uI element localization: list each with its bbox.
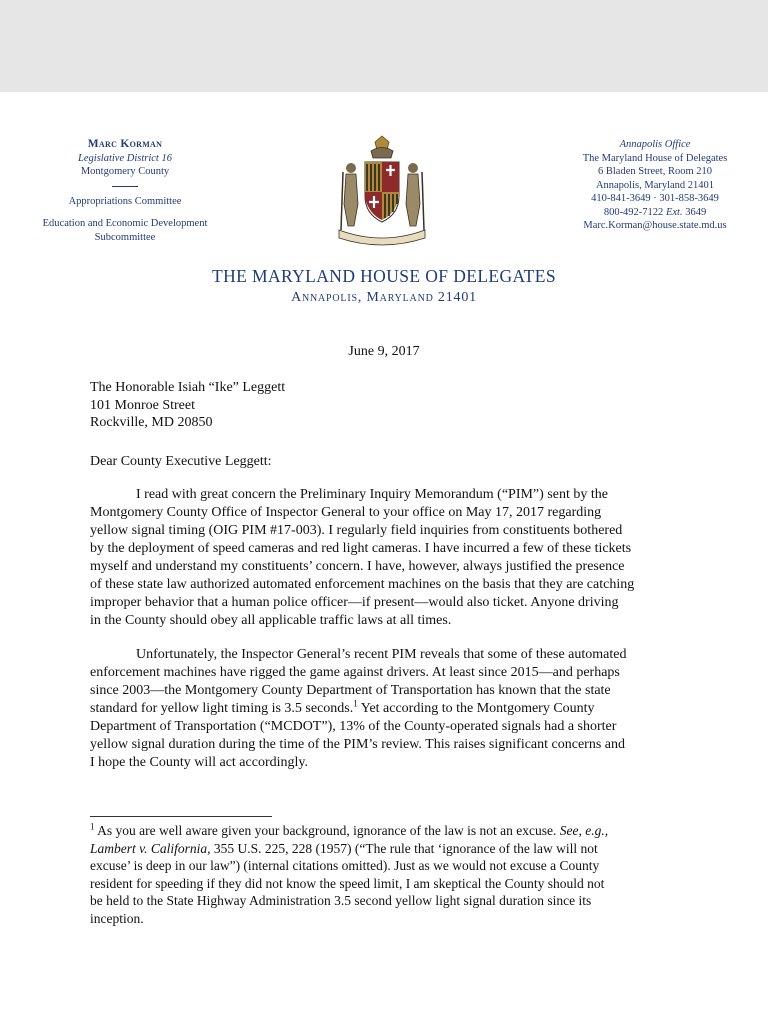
paragraph-text: Yet according to the Montgomery County bbox=[357, 701, 595, 716]
paragraph-line: in the County should obey all applicable traffic laws at all times. bbox=[90, 613, 452, 628]
paragraph-line: I read with great concern the Preliminary Inquiry Memorandum (“PIM”) sent by the bbox=[136, 487, 608, 502]
delegate-info bbox=[40, 138, 210, 244]
paragraph-line-with-footnote-ref bbox=[90, 700, 690, 718]
letterhead-title: THE MARYLAND HOUSE OF DELEGATES bbox=[212, 266, 556, 286]
paragraph-1 bbox=[90, 486, 690, 630]
paragraph-2 bbox=[90, 646, 690, 772]
subcommittee-line2: Subcommittee bbox=[94, 231, 156, 243]
footnote-number: 1 bbox=[90, 821, 95, 832]
paragraph-line: Unfortunately, the Inspector General’s recent PIM reveals that some of these automated bbox=[136, 647, 627, 662]
office-city: Annapolis, Maryland 21401 bbox=[595, 179, 715, 191]
footnote-ref: 1 bbox=[353, 698, 358, 709]
subcommittee-line1: Education and Economic Development bbox=[42, 218, 208, 229]
paragraph-line: enforcement machines have rigged the game against drivers. At least since 2015—and perhaps bbox=[90, 665, 620, 680]
footnote-citation: See, e.g., bbox=[559, 823, 609, 838]
office-label: Annapolis Office bbox=[619, 139, 691, 150]
top-scan-band bbox=[0, 0, 768, 92]
letterhead bbox=[0, 92, 768, 318]
footnote-line bbox=[90, 822, 690, 840]
office-email: Marc.Korman@house.state.md.us bbox=[583, 220, 727, 231]
office-tollfree: 800-492-7122 bbox=[603, 206, 664, 218]
paragraph-line: I hope the County will act accordingly. bbox=[90, 755, 308, 770]
office-info bbox=[560, 138, 750, 233]
delegate-county: Montgomery County bbox=[80, 166, 170, 177]
footnote-line: inception. bbox=[90, 910, 144, 926]
office-street: 6 Bladen Street, Room 210 bbox=[597, 166, 713, 177]
recipient-address bbox=[90, 379, 285, 432]
recipient-city: Rockville, MD 20850 bbox=[90, 415, 213, 430]
footnote-case-name: Lambert v. California, bbox=[90, 840, 211, 856]
footnote-line: excuse’ is deep in our law”) (internal citations omitted). Just as we would not excuse a County bbox=[90, 858, 600, 873]
paragraph-line: myself and understand my constituents’ concern. I have, however, always justified the presence bbox=[90, 559, 625, 574]
recipient-street: 101 Monroe Street bbox=[90, 397, 195, 413]
salutation: Dear County Executive Leggett: bbox=[90, 454, 272, 469]
office-phones: 410-841-3649 · 301-858-3649 bbox=[591, 193, 719, 204]
footnote-line: be held to the State Highway Administration 3.5 second yellow light signal duration since its bbox=[90, 893, 592, 908]
recipient-name: The Honorable Isiah “Ike” Leggett bbox=[90, 380, 286, 395]
divider bbox=[112, 186, 138, 187]
paragraph-line: Montgomery County Office of Inspector General to your office on May 17, 2017 regarding bbox=[90, 505, 602, 520]
paragraph-text: standard for yellow light timing is 3.5 seconds. bbox=[90, 701, 354, 716]
footnote-line: resident for speeding if they did not know the speed limit, I am skeptical the County should not bbox=[90, 875, 605, 891]
footnote-text: 355 U.S. 225, 228 (1957) (“The rule that ‘ignorance of the law will not bbox=[210, 840, 598, 856]
footnote-divider bbox=[90, 816, 272, 817]
paragraph-line: since 2003—the Montgomery County Department of Transportation has known that the state bbox=[90, 683, 611, 698]
paragraph-line: improper behavior that a human police officer—if present—would also ticket. Anyone driving bbox=[90, 595, 619, 610]
office-org: The Maryland House of Delegates bbox=[582, 152, 728, 164]
maryland-seal-icon bbox=[331, 134, 433, 252]
paragraph-line: Department of Transportation (“MCDOT”), 13% of the County-operated signals had a shorter bbox=[90, 719, 617, 734]
letter-date: June 9, 2017 bbox=[348, 344, 420, 359]
delegate-district: Legislative District 16 bbox=[78, 152, 172, 164]
footnote-text: As you are well aware given your background, ignorance of the law is not an excuse. bbox=[94, 823, 560, 838]
paragraph-line: by the deployment of speed cameras and red light cameras. I have incurred a few of these tickets bbox=[90, 541, 632, 556]
office-tollfree-line bbox=[560, 206, 750, 220]
office-ext: 3649 bbox=[685, 206, 707, 218]
footnote-line bbox=[90, 840, 690, 858]
footnote bbox=[90, 822, 690, 927]
delegate-name: Marc Korman bbox=[87, 138, 163, 150]
paragraph-line: yellow signal duration during the time of the PIM’s review. This raises significant concerns and bbox=[90, 737, 625, 752]
paragraph-line: yellow signal timing (OIG PIM #17-003). I regularly field inquiries from constituents bothered bbox=[90, 523, 623, 538]
ext-label: Ext. bbox=[665, 206, 683, 218]
committee: Appropriations Committee bbox=[68, 195, 182, 207]
paragraph-line: of these state law authorized automated enforcement machines on the basis that they are catching bbox=[90, 577, 635, 592]
letterhead-subtitle: Annapolis, Maryland 21401 bbox=[291, 290, 477, 305]
